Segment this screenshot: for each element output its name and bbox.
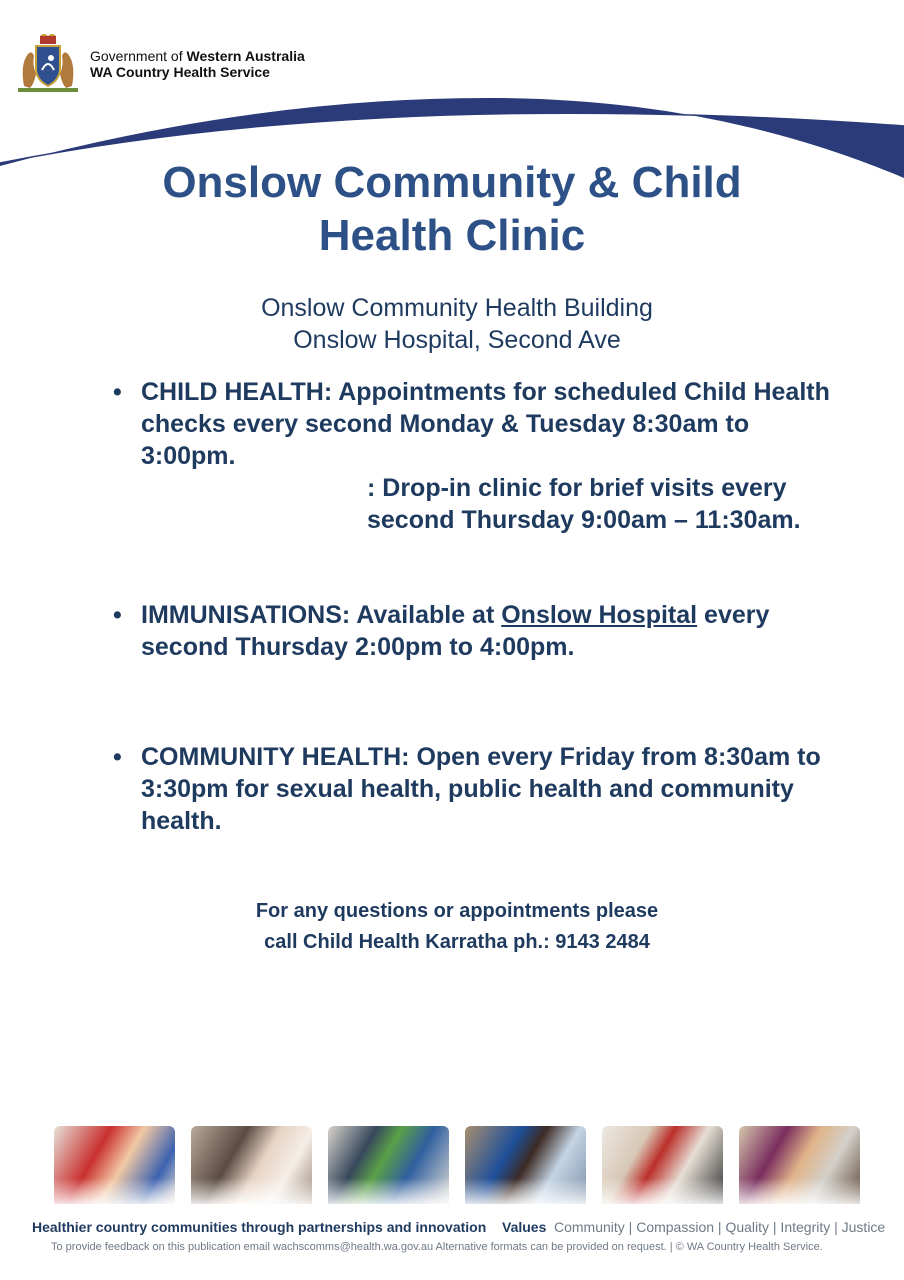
contact-info: For any questions or appointments please call Child Health Karratha ph.: 9143 2484 bbox=[255, 900, 659, 953]
clinic-address: Onslow Community Health Building Onslow Hospital, Second Ave bbox=[261, 294, 653, 354]
list-item-child-health bbox=[113, 376, 833, 536]
photo-family-newborn bbox=[191, 1126, 312, 1204]
header bbox=[14, 34, 305, 94]
photo-elderly-care bbox=[602, 1126, 723, 1204]
immunisations-text-after: every second Thursday 2:00pm to 4:00pm. bbox=[141, 601, 770, 661]
onslow-hospital-link[interactable]: Onslow Hospital bbox=[501, 601, 698, 629]
gov-bold: Western Australia bbox=[186, 48, 305, 64]
photo-nurse-patient bbox=[328, 1126, 449, 1204]
child-health-dropin: : Drop-in clinic for brief visits every second Thursday 9:00am – 11:30am. bbox=[367, 474, 801, 534]
bullet: • bbox=[113, 743, 122, 771]
list-item-community-health bbox=[113, 741, 833, 837]
footer-tagline: Healthier country communities through partnerships and innovation bbox=[32, 1219, 487, 1235]
gov-text bbox=[90, 48, 305, 80]
child-health-text: CHILD HEALTH: Appointments for scheduled Child Health checks every second Monday & Tuesday 8:30am to 3:00pm. bbox=[141, 378, 830, 470]
values-label: Values bbox=[502, 1219, 547, 1235]
photo-mother-child bbox=[54, 1126, 175, 1204]
service-name: WA Country Health Service bbox=[90, 64, 270, 80]
bullet: • bbox=[113, 601, 122, 629]
photo-health-workers bbox=[465, 1126, 586, 1204]
page-title: Onslow Community & Child Health Clinic bbox=[162, 158, 742, 260]
list-item-immunisations bbox=[113, 599, 833, 663]
community-health-text: COMMUNITY HEALTH: Open every Friday from 8:30am to 3:30pm for sexual health, public health and community health. bbox=[141, 743, 821, 835]
immunisations-text-before: IMMUNISATIONS: Available at bbox=[141, 601, 502, 629]
photo-strip bbox=[54, 1126, 860, 1204]
photo-child-play bbox=[739, 1126, 860, 1204]
wa-coat-of-arms-icon bbox=[14, 34, 82, 94]
gov-prefix: Government of bbox=[90, 48, 187, 64]
values-list: Community | Compassion | Quality | Integrity | Justice bbox=[554, 1219, 886, 1235]
feedback-line: To provide feedback on this publication email wachscomms@health.wa.gov.au Alternative formats can be provided on request. | © WA Country Health Service. bbox=[51, 1241, 823, 1253]
bullet: • bbox=[113, 378, 122, 406]
